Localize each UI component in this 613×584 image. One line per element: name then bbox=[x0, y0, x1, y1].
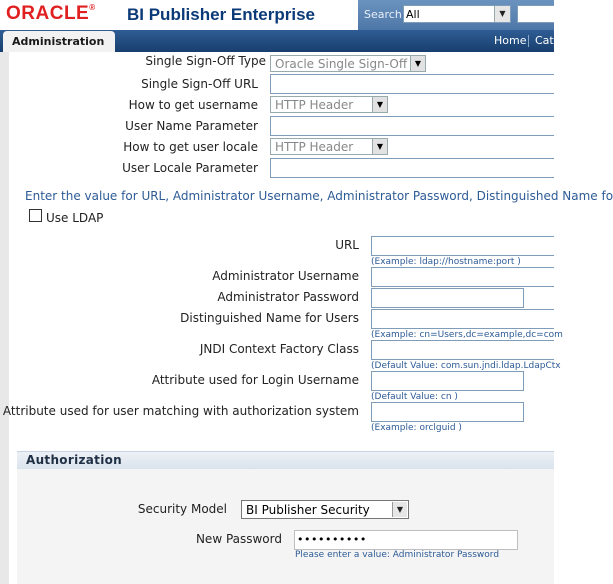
search-panel bbox=[358, 0, 554, 30]
sso-url-input[interactable] bbox=[270, 74, 554, 94]
authorization-title: Authorization bbox=[26, 453, 123, 467]
nav-bar bbox=[0, 30, 578, 52]
security-model-label: Security Model bbox=[137, 502, 227, 516]
new-password-label: New Password bbox=[195, 532, 282, 546]
ldap-url-input[interactable] bbox=[371, 236, 554, 256]
chevron-down-icon[interactable]: ▼ bbox=[410, 56, 425, 71]
jndi-class-label: JNDI Context Factory Class bbox=[199, 342, 359, 356]
admin-password-label: Administrator Password bbox=[217, 290, 359, 304]
new-password-input[interactable] bbox=[294, 530, 518, 550]
authorization-section bbox=[17, 469, 554, 584]
product-title: BI Publisher Enterprise bbox=[127, 5, 315, 24]
ldap-instruction: Enter the value for URL, Administrator Username, Administrator Password, Distinguished Name fo bbox=[25, 189, 613, 203]
search-scope-select[interactable] bbox=[403, 5, 511, 23]
nav-divider bbox=[528, 35, 529, 47]
match-attr-hint: (Example: orclguid ) bbox=[371, 423, 462, 433]
use-ldap-label: Use LDAP bbox=[46, 211, 104, 225]
get-locale-value: HTTP Header bbox=[275, 140, 354, 154]
search-scope-value: All bbox=[406, 8, 420, 21]
match-attr-input[interactable] bbox=[371, 402, 524, 422]
sso-url-label: Single Sign-Off URL bbox=[141, 77, 258, 91]
get-username-value: HTTP Header bbox=[275, 98, 354, 112]
admin-username-label: Administrator Username bbox=[212, 269, 359, 283]
ldap-url-label: URL bbox=[335, 238, 359, 252]
security-model-value: BI Publisher Security bbox=[246, 503, 370, 517]
sso-type-value: Oracle Single Sign-Off bbox=[275, 57, 408, 71]
dn-users-hint: (Example: cn=Users,dc=example,dc=com bbox=[371, 330, 563, 340]
get-locale-label: How to get user locale bbox=[123, 140, 258, 154]
get-username-label: How to get username bbox=[128, 98, 258, 112]
nav-link-home[interactable]: Home bbox=[494, 34, 527, 47]
admin-password-input[interactable] bbox=[371, 288, 524, 308]
nav-link-catalog[interactable]: Catalog bbox=[535, 34, 578, 47]
chevron-down-icon[interactable]: ▼ bbox=[372, 97, 387, 112]
chevron-down-icon[interactable]: ▼ bbox=[494, 6, 510, 22]
search-input[interactable] bbox=[517, 5, 554, 23]
oracle-logo: ORACLE® bbox=[6, 3, 96, 24]
new-password-hint: Please enter a value: Administrator Password bbox=[295, 550, 500, 560]
dn-users-input[interactable] bbox=[371, 309, 554, 329]
jndi-class-input[interactable] bbox=[371, 340, 554, 360]
sso-type-select[interactable] bbox=[270, 55, 426, 72]
match-attr-label: Attribute used for user matching with authorization system bbox=[2, 404, 359, 418]
chevron-down-icon[interactable]: ▼ bbox=[392, 502, 407, 517]
authorization-section-header bbox=[17, 451, 554, 470]
sso-type-label: Single Sign-Off Type bbox=[145, 54, 266, 68]
login-attr-input[interactable] bbox=[371, 371, 524, 391]
ldap-url-hint: (Example: ldap://hostname:port ) bbox=[371, 257, 521, 267]
security-model-select[interactable] bbox=[241, 500, 409, 519]
use-ldap-checkbox[interactable] bbox=[29, 209, 42, 222]
login-attr-label: Attribute used for Login Username bbox=[151, 373, 359, 387]
security-config-panel bbox=[2, 52, 613, 584]
username-param-input[interactable] bbox=[270, 116, 554, 136]
login-attr-hint: (Default Value: cn ) bbox=[371, 392, 458, 402]
search-label: Search bbox=[364, 8, 402, 21]
new-password-mask: •••••••••• bbox=[297, 533, 367, 546]
username-param-label: User Name Parameter bbox=[125, 119, 258, 133]
locale-param-input[interactable] bbox=[270, 158, 554, 178]
dn-users-label: Distinguished Name for Users bbox=[180, 311, 359, 325]
get-username-select[interactable] bbox=[270, 96, 388, 113]
admin-username-input[interactable] bbox=[371, 267, 554, 287]
chevron-down-icon[interactable]: ▼ bbox=[372, 139, 387, 154]
locale-param-label: User Locale Parameter bbox=[122, 161, 258, 175]
content-frame bbox=[0, 52, 613, 584]
app-header bbox=[0, 0, 554, 30]
tab-administration[interactable] bbox=[3, 31, 115, 52]
tab-administration-label: Administration bbox=[12, 35, 105, 48]
jndi-class-hint: (Default Value: com.sun.jndi.ldap.LdapCtx bbox=[371, 361, 561, 371]
get-locale-select[interactable] bbox=[270, 138, 388, 155]
